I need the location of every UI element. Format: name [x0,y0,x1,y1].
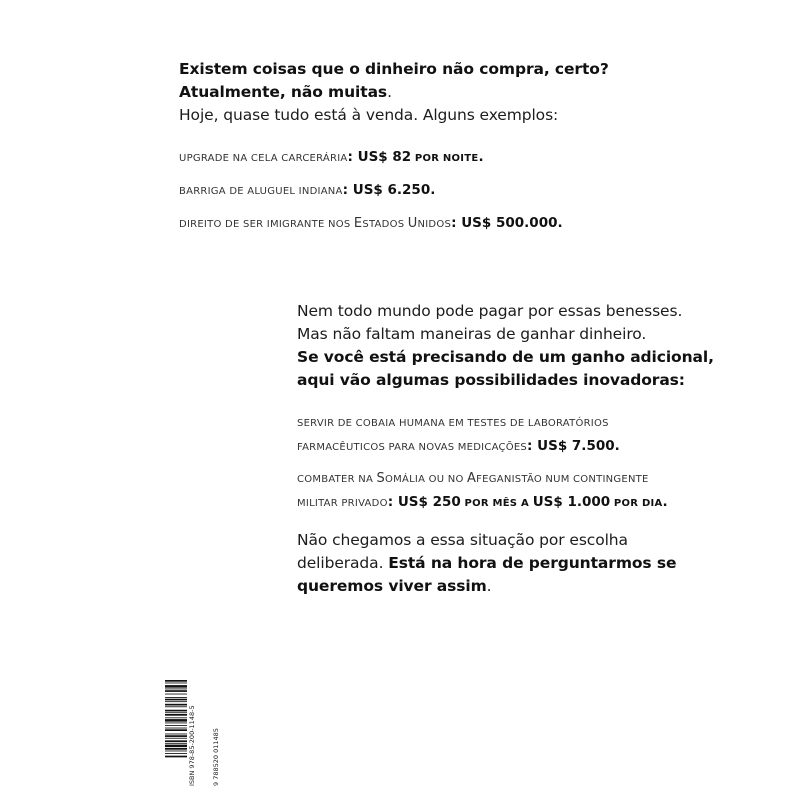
opportunities-list [297,413,668,515]
barcode-bar [165,743,187,744]
barcode-bar [165,719,187,722]
barcode-bar [165,685,187,688]
middle-line-4: aqui vão algumas possibilidades inovadoras: [297,371,685,389]
barcode-bar [165,701,187,702]
barcode-bar [165,729,187,731]
example-item-3 [179,212,563,236]
example-label: DIREITO DE SER IMIGRANTE NOS [179,219,354,230]
closing-line-3 [297,575,676,598]
opportunity-text: COMBATER NA [297,474,377,485]
barcode-isbn: ISBN 978-85-200-1148-5 [188,705,196,786]
middle-line-1: Nem todo mundo pode pagar por essas benesses. [297,302,683,320]
barcode-bar [165,706,187,707]
closing-line-1: Não chegamos a essa situação por escolha [297,531,628,549]
example-label-2: STADOS [362,219,408,230]
barcode-bar [165,697,187,698]
example-end: . [430,182,436,198]
barcode-bar [165,683,187,684]
opportunity-line [297,468,668,491]
barcode-bar [165,717,187,718]
example-label: UPGRADE NA CELA CARCERÁRIA [179,153,348,164]
example-end: . [557,215,563,231]
intro-block [179,58,609,127]
opportunity-item-2 [297,468,668,515]
examples-list [179,146,563,236]
opportunity-line [297,491,668,515]
middle-line-3: Se você está precisando de um ganho adicional, [297,348,714,366]
barcode-bar [165,712,187,713]
barcode-bar [165,710,187,712]
opportunity-cap: A [467,471,477,486]
closing-block [297,529,676,598]
barcode-bar [165,690,187,692]
intro-line-2-bold: Atualmente, não muitas [179,83,388,101]
closing-line-3-bold: queremos viver assim [297,577,487,595]
example-price: US$ 82 [357,149,412,165]
example-sep: : [347,149,358,165]
opportunity-line-text: MILITAR PRIVADO [297,498,388,509]
barcode-bar [165,723,187,724]
opportunity-price-2: US$ 1.000 [532,494,611,510]
barcode-bar [165,740,187,742]
example-price: US$ 500.000 [461,215,558,231]
barcode [164,678,220,786]
opportunity-sep: : [527,438,538,454]
barcode-bar [165,704,187,706]
example-sep: : [342,182,353,198]
barcode-bar [165,751,187,752]
opportunity-text: FEGANISTÃO NUM CONTINGENTE [476,474,649,485]
middle-line-2: Mas não faltam maneiras de ganhar dinheiro. [297,325,647,343]
barcode-bar [165,734,187,735]
closing-line-2-bold: Está na hora de perguntarmos se [388,554,677,572]
barcode-bar [165,680,187,682]
barcode-bar [165,689,187,690]
opportunity-price-1: US$ 250 [397,494,461,510]
barcode-bar [165,714,187,716]
barcode-bar [165,694,187,695]
barcode-bar [165,728,187,729]
opportunity-end: . [614,438,620,454]
barcode-digits: 9 788520 011485 [212,728,220,786]
example-price: US$ 6.250 [352,182,431,198]
example-sep: : [451,215,462,231]
example-label-cap-2: U [407,216,418,231]
closing-line-3-tail: . [486,577,492,595]
barcode-bars [164,678,188,786]
example-item-2 [179,179,563,203]
intro-line-1: Existem coisas que o dinheiro não compra, certo? [179,60,609,78]
opportunity-item-1 [297,413,668,459]
barcode-bar [165,699,187,701]
barcode-bar [165,735,187,737]
example-label: BARRIGA DE ALUGUEL INDIANA [179,186,343,197]
example-label-cap: E [353,216,363,231]
intro-line-2 [179,81,609,104]
barcode-bar [165,748,187,750]
barcode-bar [165,738,187,739]
opportunity-line: SERVIR DE COBAIA HUMANA EM TESTES DE LABORATÓRIOS [297,418,609,429]
example-end: . [478,149,484,165]
opportunity-price: US$ 7.500 [537,438,615,454]
barcode-bar [165,756,187,758]
example-unit: POR NOITE [411,153,479,164]
middle-block [297,300,714,392]
opportunity-unit: POR DIA [610,498,663,509]
closing-line-2 [297,552,676,575]
example-label-3: NIDOS [417,219,452,230]
barcode-bar [165,745,187,748]
barcode-bar [165,725,187,726]
closing-line-2-a: deliberada. [297,554,389,572]
opportunity-line [297,435,668,459]
opportunity-cap: S [376,471,385,486]
opportunity-line-text: FARMACÊUTICOS PARA NOVAS MEDICAÇÕES [297,442,528,453]
intro-line-3: Hoje, quase tudo está à venda. Alguns exemplos: [179,106,559,124]
opportunity-sep: : [387,494,398,510]
example-item-1 [179,146,563,170]
opportunity-end: . [662,494,668,510]
barcode-bar [165,753,187,754]
opportunity-text: OMÁLIA OU NO [384,474,468,485]
intro-line-2-tail: . [387,83,392,101]
opportunity-mid: POR MÊS A [460,498,533,509]
